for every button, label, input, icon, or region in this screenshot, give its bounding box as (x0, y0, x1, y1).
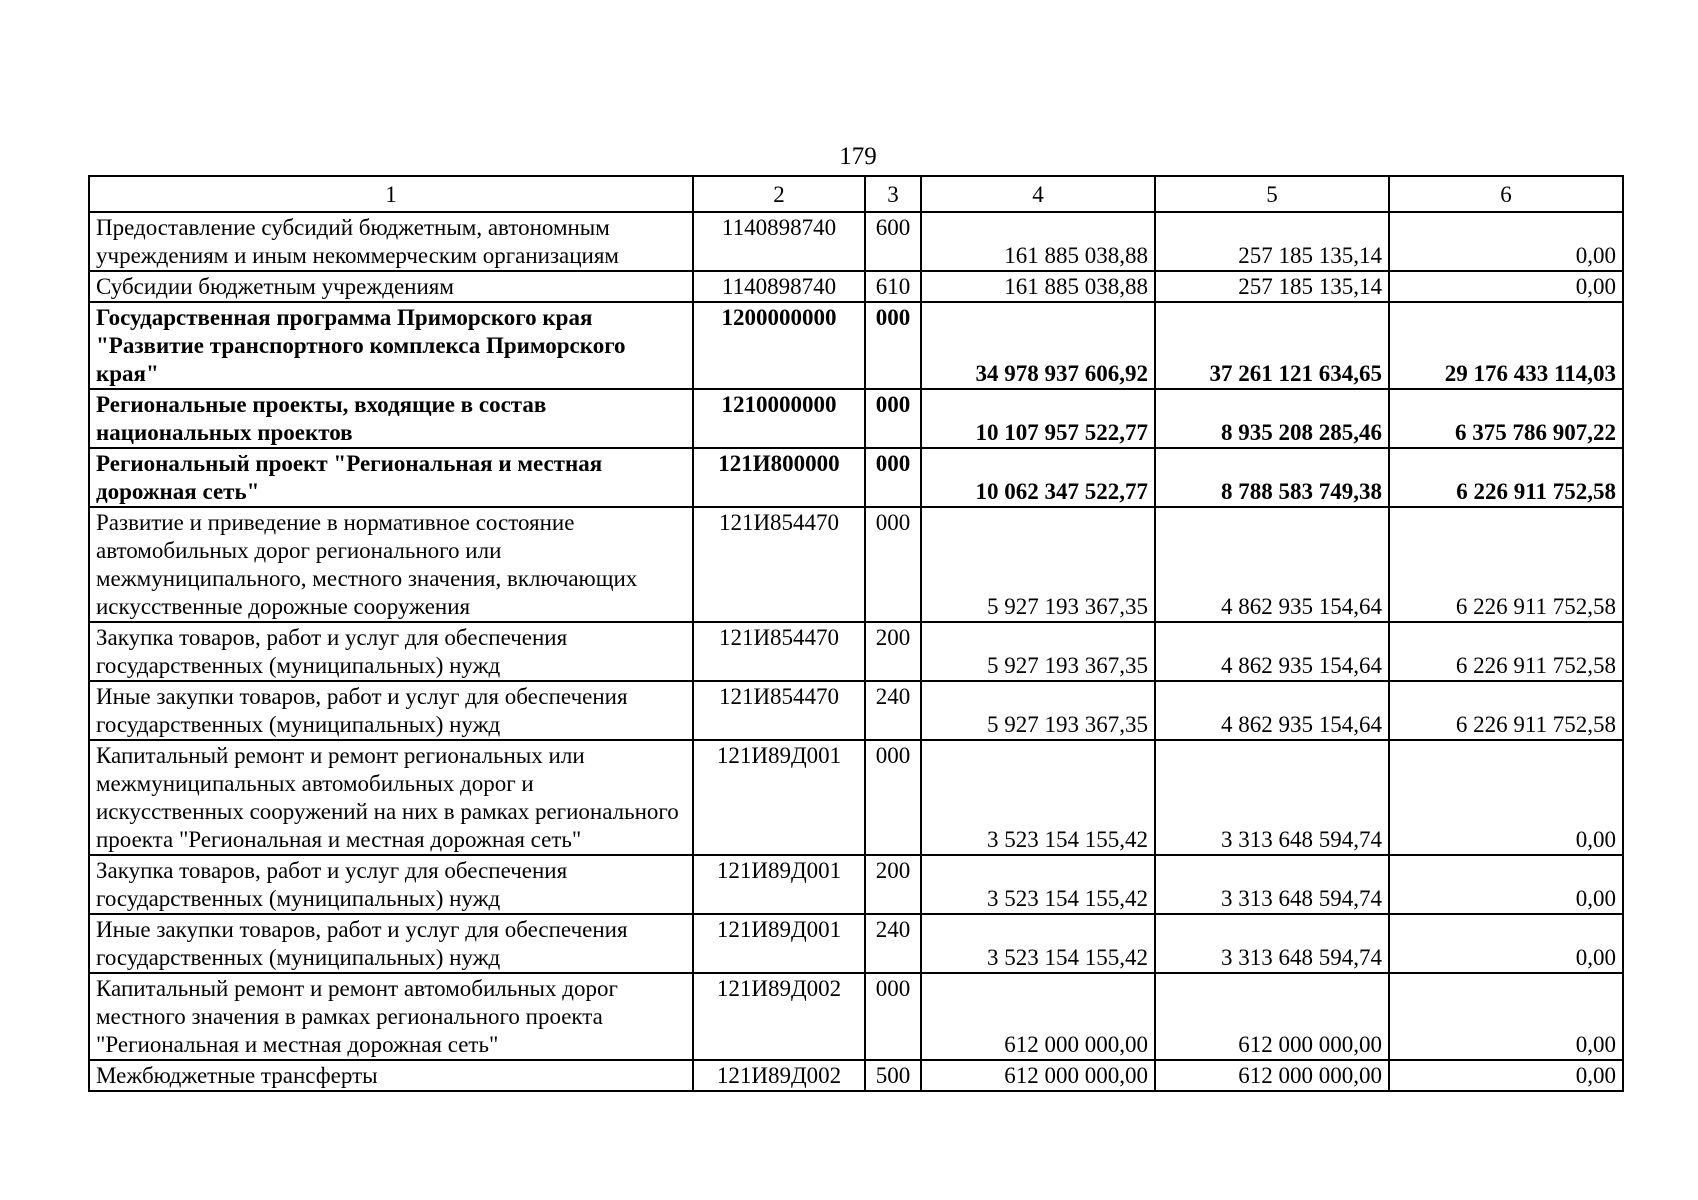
column-header-4: 4 (921, 176, 1155, 212)
row-type-cell: 200 (865, 855, 921, 914)
row-name-cell: Капитальный ремонт и ремонт автомобильных дорог местного значения в рамках регионального проекта "Региональная и местная дорожная сеть" (89, 973, 693, 1060)
row-name-cell: Закупка товаров, работ и услуг для обеспечения государственных (муниципальных) нужд (89, 622, 693, 681)
row-type-cell: 500 (865, 1060, 921, 1091)
row-amount-col5-cell: 3 313 648 594,74 (1155, 740, 1389, 855)
row-code-cell: 1140898740 (693, 271, 865, 302)
row-type-cell: 240 (865, 914, 921, 973)
row-amount-col4-cell: 10 107 957 522,77 (921, 389, 1155, 448)
table-body (89, 212, 1623, 1091)
table-row (89, 914, 1623, 973)
row-name-cell: Региональный проект "Региональная и местная дорожная сеть" (89, 448, 693, 507)
row-amount-col4-cell: 10 062 347 522,77 (921, 448, 1155, 507)
row-code-cell: 1210000000 (693, 389, 865, 448)
row-type-cell: 600 (865, 212, 921, 271)
row-amount-col6-cell: 6 226 911 752,58 (1389, 448, 1623, 507)
column-header-3: 3 (865, 176, 921, 212)
row-amount-col4-cell: 3 523 154 155,42 (921, 740, 1155, 855)
row-amount-col5-cell: 3 313 648 594,74 (1155, 914, 1389, 973)
row-code-cell: 121И89Д001 (693, 740, 865, 855)
table-row (89, 212, 1623, 271)
row-amount-col5-cell: 37 261 121 634,65 (1155, 302, 1389, 389)
column-header-6: 6 (1389, 176, 1623, 212)
row-type-cell: 000 (865, 389, 921, 448)
row-name-cell: Иные закупки товаров, работ и услуг для обеспечения государственных (муниципальных) нужд (89, 914, 693, 973)
row-amount-col4-cell: 3 523 154 155,42 (921, 914, 1155, 973)
table-row (89, 622, 1623, 681)
table-row (89, 973, 1623, 1060)
page-number: 179 (839, 143, 877, 170)
row-amount-col5-cell: 4 862 935 154,64 (1155, 622, 1389, 681)
row-name-cell: Иные закупки товаров, работ и услуг для обеспечения государственных (муниципальных) нужд (89, 681, 693, 740)
row-type-cell: 000 (865, 448, 921, 507)
row-amount-col6-cell: 0,00 (1389, 1060, 1623, 1091)
row-amount-col4-cell: 161 885 038,88 (921, 271, 1155, 302)
row-code-cell: 121И89Д002 (693, 1060, 865, 1091)
row-amount-col4-cell: 34 978 937 606,92 (921, 302, 1155, 389)
row-code-cell: 121И800000 (693, 448, 865, 507)
row-type-cell: 000 (865, 507, 921, 622)
column-header-1: 1 (89, 176, 693, 212)
row-amount-col5-cell: 4 862 935 154,64 (1155, 681, 1389, 740)
table-row (89, 271, 1623, 302)
row-code-cell: 1140898740 (693, 212, 865, 271)
row-code-cell: 121И854470 (693, 507, 865, 622)
row-amount-col5-cell: 8 788 583 749,38 (1155, 448, 1389, 507)
row-amount-col5-cell: 612 000 000,00 (1155, 1060, 1389, 1091)
row-name-cell: Развитие и приведение в нормативное состояние автомобильных дорог регионального или межмуниципального, местного значения, включающих искусственные дорожные сооружения (89, 507, 693, 622)
row-amount-col4-cell: 5 927 193 367,35 (921, 681, 1155, 740)
row-amount-col4-cell: 612 000 000,00 (921, 1060, 1155, 1091)
budget-table (88, 175, 1624, 1092)
row-amount-col5-cell: 257 185 135,14 (1155, 271, 1389, 302)
table-header-row (89, 176, 1623, 212)
row-amount-col5-cell: 8 935 208 285,46 (1155, 389, 1389, 448)
row-amount-col6-cell: 0,00 (1389, 271, 1623, 302)
row-amount-col5-cell: 4 862 935 154,64 (1155, 507, 1389, 622)
row-name-cell: Региональные проекты, входящие в состав национальных проектов (89, 389, 693, 448)
row-amount-col5-cell: 3 313 648 594,74 (1155, 855, 1389, 914)
row-amount-col5-cell: 612 000 000,00 (1155, 973, 1389, 1060)
row-type-cell: 000 (865, 973, 921, 1060)
row-amount-col4-cell: 3 523 154 155,42 (921, 855, 1155, 914)
row-amount-col6-cell: 0,00 (1389, 973, 1623, 1060)
row-amount-col6-cell: 6 226 911 752,58 (1389, 622, 1623, 681)
table-row (89, 302, 1623, 389)
row-amount-col5-cell: 257 185 135,14 (1155, 212, 1389, 271)
row-amount-col6-cell: 0,00 (1389, 855, 1623, 914)
row-type-cell: 240 (865, 681, 921, 740)
table-row (89, 389, 1623, 448)
row-name-cell: Межбюджетные трансферты (89, 1060, 693, 1091)
row-type-cell: 610 (865, 271, 921, 302)
row-name-cell: Субсидии бюджетным учреждениям (89, 271, 693, 302)
row-amount-col6-cell: 0,00 (1389, 914, 1623, 973)
row-type-cell: 000 (865, 302, 921, 389)
table-row (89, 448, 1623, 507)
row-code-cell: 121И854470 (693, 622, 865, 681)
row-name-cell: Предоставление субсидий бюджетным, автономным учреждениям и иным некоммерческим организациям (89, 212, 693, 271)
row-code-cell: 121И89Д001 (693, 914, 865, 973)
row-amount-col6-cell: 6 226 911 752,58 (1389, 507, 1623, 622)
row-code-cell: 121И89Д001 (693, 855, 865, 914)
row-amount-col6-cell: 29 176 433 114,03 (1389, 302, 1623, 389)
table-row (89, 740, 1623, 855)
row-name-cell: Государственная программа Приморского края "Развитие транспортного комплекса Приморского края" (89, 302, 693, 389)
row-amount-col6-cell: 6 226 911 752,58 (1389, 681, 1623, 740)
row-type-cell: 200 (865, 622, 921, 681)
row-name-cell: Капитальный ремонт и ремонт региональных или межмуниципальных автомобильных дорог и искусственных сооружений на них в рамках регионального проекта "Региональная и местная дорожная сеть" (89, 740, 693, 855)
row-code-cell: 121И89Д002 (693, 973, 865, 1060)
row-name-cell: Закупка товаров, работ и услуг для обеспечения государственных (муниципальных) нужд (89, 855, 693, 914)
table-row (89, 1060, 1623, 1091)
row-type-cell: 000 (865, 740, 921, 855)
row-code-cell: 1200000000 (693, 302, 865, 389)
row-amount-col6-cell: 0,00 (1389, 740, 1623, 855)
row-amount-col4-cell: 5 927 193 367,35 (921, 507, 1155, 622)
row-amount-col4-cell: 612 000 000,00 (921, 973, 1155, 1060)
table-row (89, 855, 1623, 914)
row-amount-col6-cell: 0,00 (1389, 212, 1623, 271)
column-header-5: 5 (1155, 176, 1389, 212)
row-amount-col4-cell: 5 927 193 367,35 (921, 622, 1155, 681)
row-amount-col4-cell: 161 885 038,88 (921, 212, 1155, 271)
table-row (89, 507, 1623, 622)
row-amount-col6-cell: 6 375 786 907,22 (1389, 389, 1623, 448)
row-code-cell: 121И854470 (693, 681, 865, 740)
column-header-2: 2 (693, 176, 865, 212)
table-row (89, 681, 1623, 740)
